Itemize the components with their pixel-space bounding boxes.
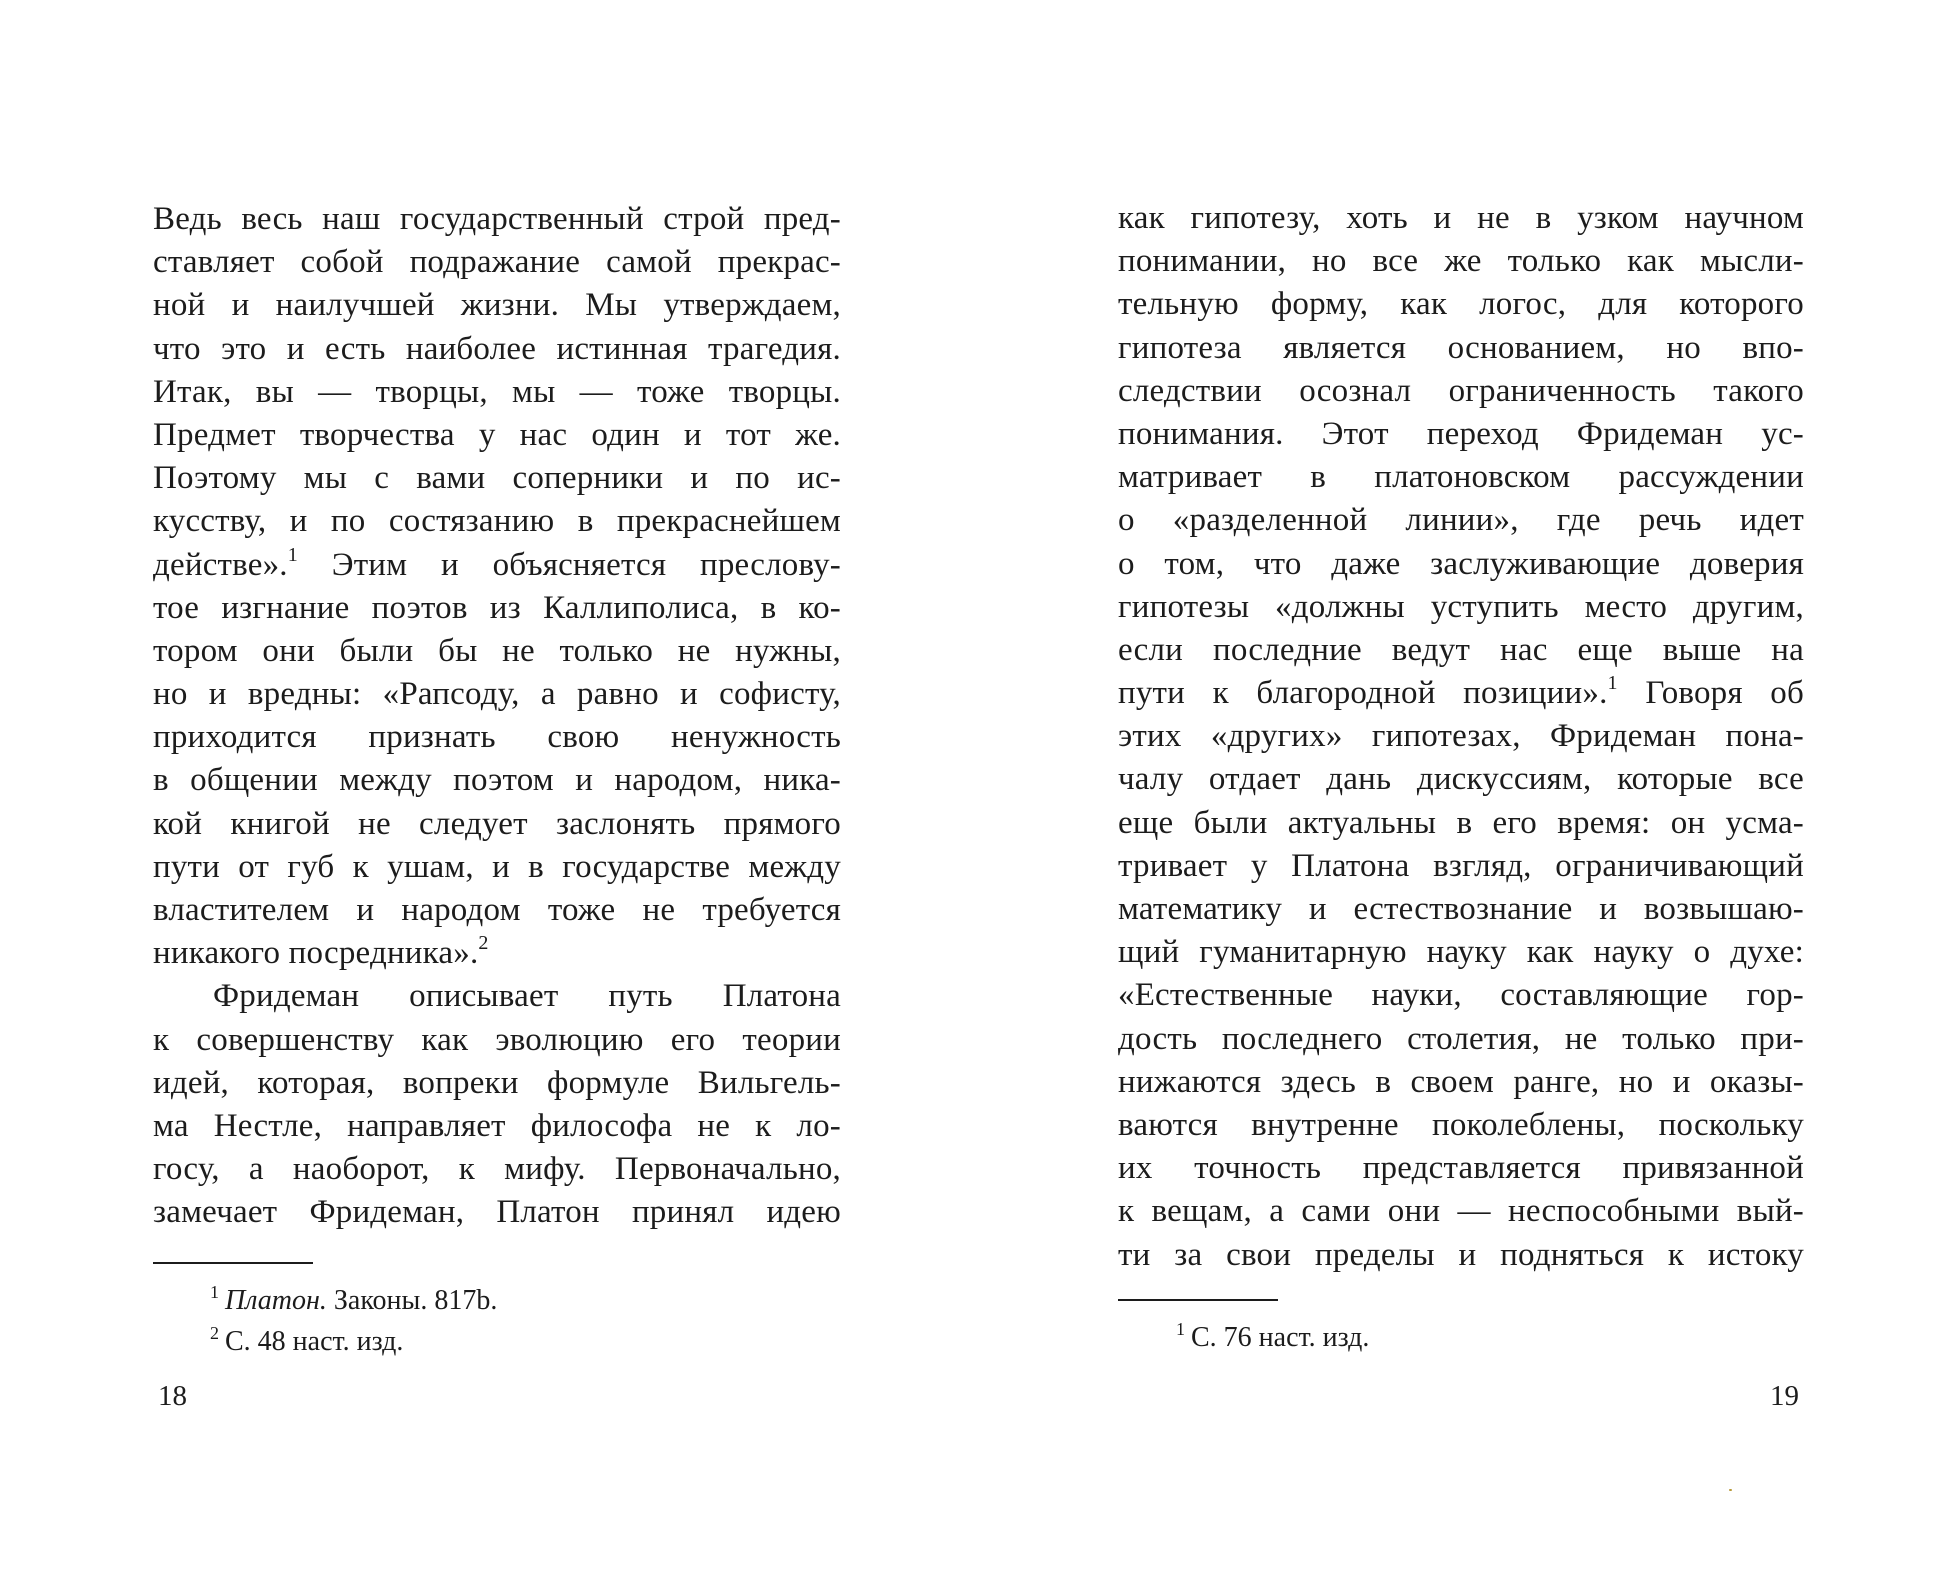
text-line: идей, которая, вопреки формуле Вильгель- (153, 1064, 841, 1101)
footnote-text: С. 48 наст. изд. (225, 1326, 404, 1357)
text-line: тором они были бы не только не нужны, (153, 632, 841, 669)
text-line-with-footnote (153, 544, 841, 587)
text-line: что это и есть наиболее истинная трагедия. (153, 330, 841, 367)
footnote-text: Законы. 817b. (333, 1285, 498, 1316)
text-line: ставляет собой подражание самой прекрас- (153, 244, 841, 281)
text-line: пути от губ к ушам, и в государстве между (153, 848, 841, 885)
text-line: в общении между поэтом и народом, ника- (153, 762, 841, 799)
footnote-mark: 1 (1176, 1319, 1185, 1339)
text-line: о «разделенной линии», где речь идет (1118, 502, 1804, 539)
print-speck (1729, 1489, 1732, 1491)
text-line: ной и наилучшей жизни. Мы утверждаем, (153, 287, 841, 324)
text-line: «Естественные науки, составляющие гор- (1118, 977, 1804, 1014)
text-line: чалу отдает дань дискуссиям, которые все (1118, 761, 1804, 798)
right-page (968, 0, 1936, 1576)
text-line: нижаются здесь в своем ранге, но и оказы- (1118, 1063, 1804, 1100)
text-line: кусству, и по состязанию в прекраснейшем (153, 503, 841, 540)
text-line: Итак, вы — творцы, мы — тоже творцы. (153, 373, 841, 410)
text-line: замечает Фридеман, Платон принял идею (153, 1194, 841, 1231)
text-line: ма Нестле, направляет философа не к ло- (153, 1107, 841, 1144)
text-line: госу, а наоборот, к мифу. Первоначально, (153, 1151, 841, 1188)
text-line-paragraph-start: Фридеман описывает путь Платона (213, 978, 841, 1015)
footnote-mark: 2 (210, 1323, 219, 1343)
text-segment: никакого посредника». (153, 935, 479, 972)
text-line: тельную форму, как логос, для которого (1118, 286, 1804, 323)
text-segment: пути к благородной позиции». (1118, 675, 1608, 712)
text-segment: Этим и объясняется преслову- (331, 546, 841, 583)
text-line: но и вредны: «Рапсоду, а равно и софисту, (153, 676, 841, 713)
text-line: этих «других» гипотезах, Фридеман пона- (1118, 718, 1804, 755)
footnote-ref-1[interactable]: 1 (1607, 672, 1618, 695)
text-segment: действе». (153, 546, 288, 583)
text-line: следствии осознал ограниченность такого (1118, 372, 1804, 409)
text-line: их точность представляется привязанной (1118, 1150, 1804, 1187)
footnote-separator (1118, 1299, 1278, 1301)
text-line: как гипотезу, хоть и не в узком научном (1118, 200, 1804, 236)
footnote-mark: 1 (210, 1282, 219, 1302)
footnote-2 (210, 1321, 497, 1362)
text-line: если последние ведут нас еще выше на (1118, 631, 1804, 668)
page-number: 19 (1770, 1380, 1799, 1412)
footnote-1 (1176, 1317, 1369, 1358)
text-line: дость последнего столетия, не только при- (1118, 1020, 1804, 1057)
footnotes (1176, 1317, 1369, 1358)
footnote-ref-1[interactable]: 1 (287, 543, 298, 566)
text-line-with-footnote (1118, 672, 1804, 715)
text-line: властителем и народом тоже не требуется (153, 892, 841, 928)
text-line: еще были актуальны в его время: он усма- (1118, 804, 1804, 841)
text-line: щий гуманитарную науку как науку о духе: (1118, 934, 1804, 971)
text-line: понимания. Этот переход Фридеман ус- (1118, 415, 1804, 452)
footnotes (210, 1280, 497, 1362)
left-page-body-text (153, 198, 841, 1235)
text-line-with-footnote (153, 932, 841, 975)
text-line: тривает у Платона взгляд, ограничивающий (1118, 847, 1804, 884)
text-segment: Говоря об (1645, 675, 1804, 712)
text-line: гипотеза является основанием, но впо- (1118, 329, 1804, 366)
footnote-separator (153, 1262, 313, 1264)
text-line: к вещам, а сами они — неспособными вый- (1118, 1193, 1804, 1230)
text-line: о том, что даже заслуживающие доверия (1118, 545, 1804, 582)
page-number: 18 (158, 1380, 187, 1412)
text-line: Предмет творчества у нас один и тот же. (153, 416, 841, 453)
footnote-1 (210, 1280, 497, 1321)
text-line: Ведь весь наш государственный строй пред- (153, 201, 841, 237)
text-line: к совершенству как эволюцию его теории (153, 1021, 841, 1058)
right-page-body-text (1118, 197, 1804, 1277)
text-line: Поэтому мы с вами соперники и по ис- (153, 460, 841, 497)
text-line: ваются внутренне поколеблены, поскольку (1118, 1106, 1804, 1143)
text-line: матривает в платоновском рассуждении (1118, 459, 1804, 496)
text-line: гипотезы «должны уступить место другим, (1118, 588, 1804, 625)
text-line: ти за свои пределы и подняться к истоку (1118, 1236, 1804, 1273)
text-line: приходится признать свою ненужность (153, 719, 841, 756)
text-line: тое изгнание поэтов из Каллиполиса, в ко- (153, 589, 841, 626)
footnote-ref-2[interactable]: 2 (478, 932, 489, 955)
footnote-text: С. 76 наст. изд. (1191, 1322, 1370, 1353)
text-line: понимании, но все же только как мысли- (1118, 243, 1804, 280)
footnote-author: Платон. (225, 1285, 327, 1316)
text-line: кой книгой не следует заслонять прямого (153, 805, 841, 842)
text-line: математику и естествознание и возвышаю- (1118, 891, 1804, 927)
